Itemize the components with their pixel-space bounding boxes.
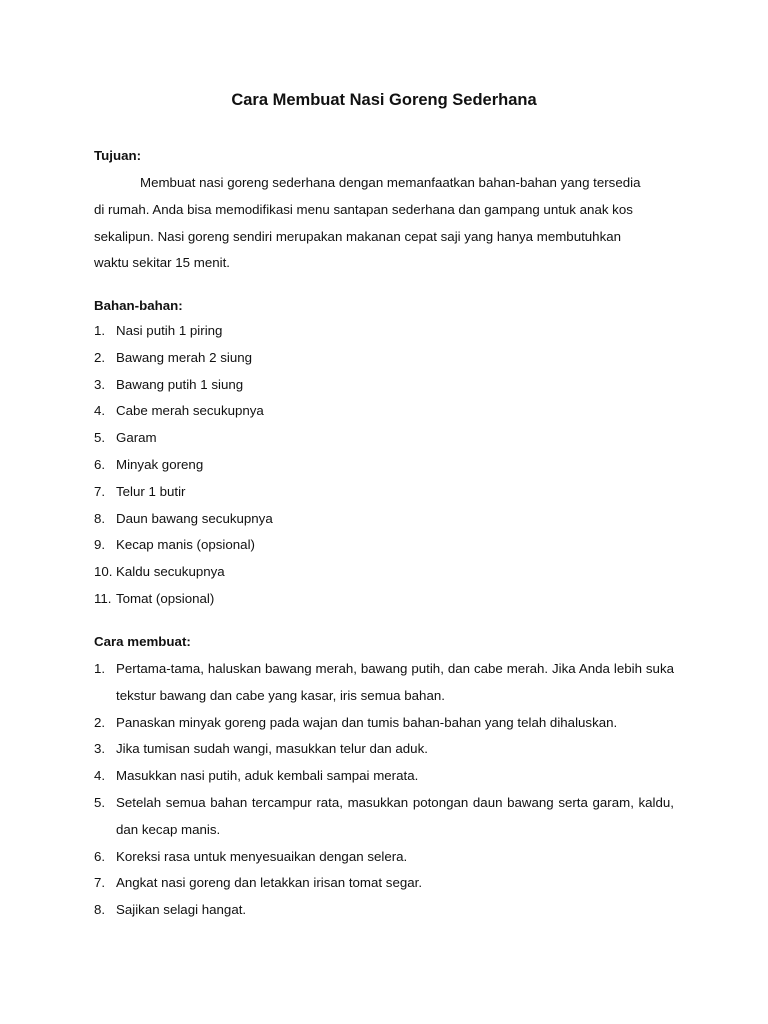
tujuan-line: sekalipun. Nasi goreng sendiri merupakan makanan cepat saji yang hanya membutuhkan [94, 228, 622, 244]
list-item [94, 790, 674, 844]
list-item [94, 345, 674, 372]
item-number: 5. [94, 794, 106, 810]
list-item [94, 452, 674, 479]
item-number: 3. [94, 741, 106, 757]
tujuan-line: waktu sekitar 15 menit. [94, 255, 230, 271]
list-item [94, 506, 674, 533]
item-number: 1. [94, 323, 106, 338]
item-text: Kecap manis (opsional) [116, 537, 255, 553]
item-text: Bawang merah 2 siung [116, 349, 253, 365]
item-number: 11. [94, 590, 112, 606]
page-title: Cara Membuat Nasi Goreng Sederhana [231, 91, 537, 109]
cara-list [94, 656, 674, 924]
item-number: 6. [94, 848, 106, 864]
item-text: Garam [116, 430, 157, 446]
list-item [94, 870, 674, 897]
item-number: 10. [94, 564, 113, 580]
list-item [94, 586, 674, 613]
item-number: 4. [94, 768, 106, 784]
item-text: Koreksi rasa untuk menyesuaikan dengan selera. [116, 848, 408, 864]
tujuan-paragraph [94, 170, 674, 277]
item-text: Setelah semua bahan tercampur rata, masukkan potongan daun bawang serta garam, kaldu, dan kecap manis. [116, 794, 674, 837]
list-item [94, 710, 674, 737]
bahan-heading: Bahan-bahan: [94, 298, 183, 313]
item-number: 1. [94, 661, 106, 676]
item-number: 3. [94, 376, 106, 392]
item-number: 8. [94, 510, 106, 526]
item-number: 5. [94, 430, 106, 446]
list-item [94, 736, 674, 763]
item-text: Panaskan minyak goreng pada wajan dan tumis bahan-bahan yang telah dihaluskan. [116, 714, 618, 730]
item-text: Kaldu secukupnya [116, 564, 225, 580]
item-text: Telur 1 butir [116, 483, 186, 499]
tujuan-line: Membuat nasi goreng sederhana dengan memanfaatkan bahan-bahan yang tersedia [140, 175, 641, 190]
item-text: Pertama-tama, haluskan bawang merah, bawang putih, dan cabe merah. Jika Anda lebih suka tekstur bawang dan cabe yang kasar, iris semua bahan. [116, 661, 674, 703]
item-number: 2. [94, 349, 106, 365]
item-number: 9. [94, 537, 106, 553]
item-text: Masukkan nasi putih, aduk kembali sampai merata. [116, 768, 419, 784]
item-text: Jika tumisan sudah wangi, masukkan telur dan aduk. [116, 741, 428, 757]
list-item [94, 844, 674, 871]
item-text: Bawang putih 1 siung [116, 376, 244, 392]
list-item [94, 425, 674, 452]
list-item [94, 372, 674, 399]
item-text: Cabe merah secukupnya [116, 403, 264, 419]
tujuan-line: di rumah. Anda bisa memodifikasi menu santapan sederhana dan gampang untuk anak kos [94, 201, 633, 217]
item-text: Minyak goreng [116, 456, 204, 472]
cara-heading: Cara membuat: [94, 634, 191, 649]
item-number: 7. [94, 483, 106, 499]
item-text: Tomat (opsional) [116, 590, 215, 606]
list-item [94, 559, 674, 586]
bahan-list [94, 318, 674, 613]
tujuan-heading: Tujuan: [94, 148, 142, 163]
item-number: 4. [94, 403, 106, 419]
list-item [94, 763, 674, 790]
list-item [94, 479, 674, 506]
item-number: 2. [94, 714, 106, 730]
item-number: 7. [94, 875, 106, 891]
item-number: 8. [94, 902, 106, 918]
list-item [94, 318, 674, 345]
list-item [94, 897, 674, 924]
list-item [94, 398, 674, 425]
item-text: Nasi putih 1 piring [116, 323, 223, 338]
item-number: 6. [94, 456, 106, 472]
item-text: Angkat nasi goreng dan letakkan irisan tomat segar. [116, 875, 423, 891]
item-text: Daun bawang secukupnya [116, 510, 273, 526]
list-item [94, 532, 674, 559]
item-text: Sajikan selagi hangat. [116, 902, 247, 918]
list-item [94, 656, 674, 710]
